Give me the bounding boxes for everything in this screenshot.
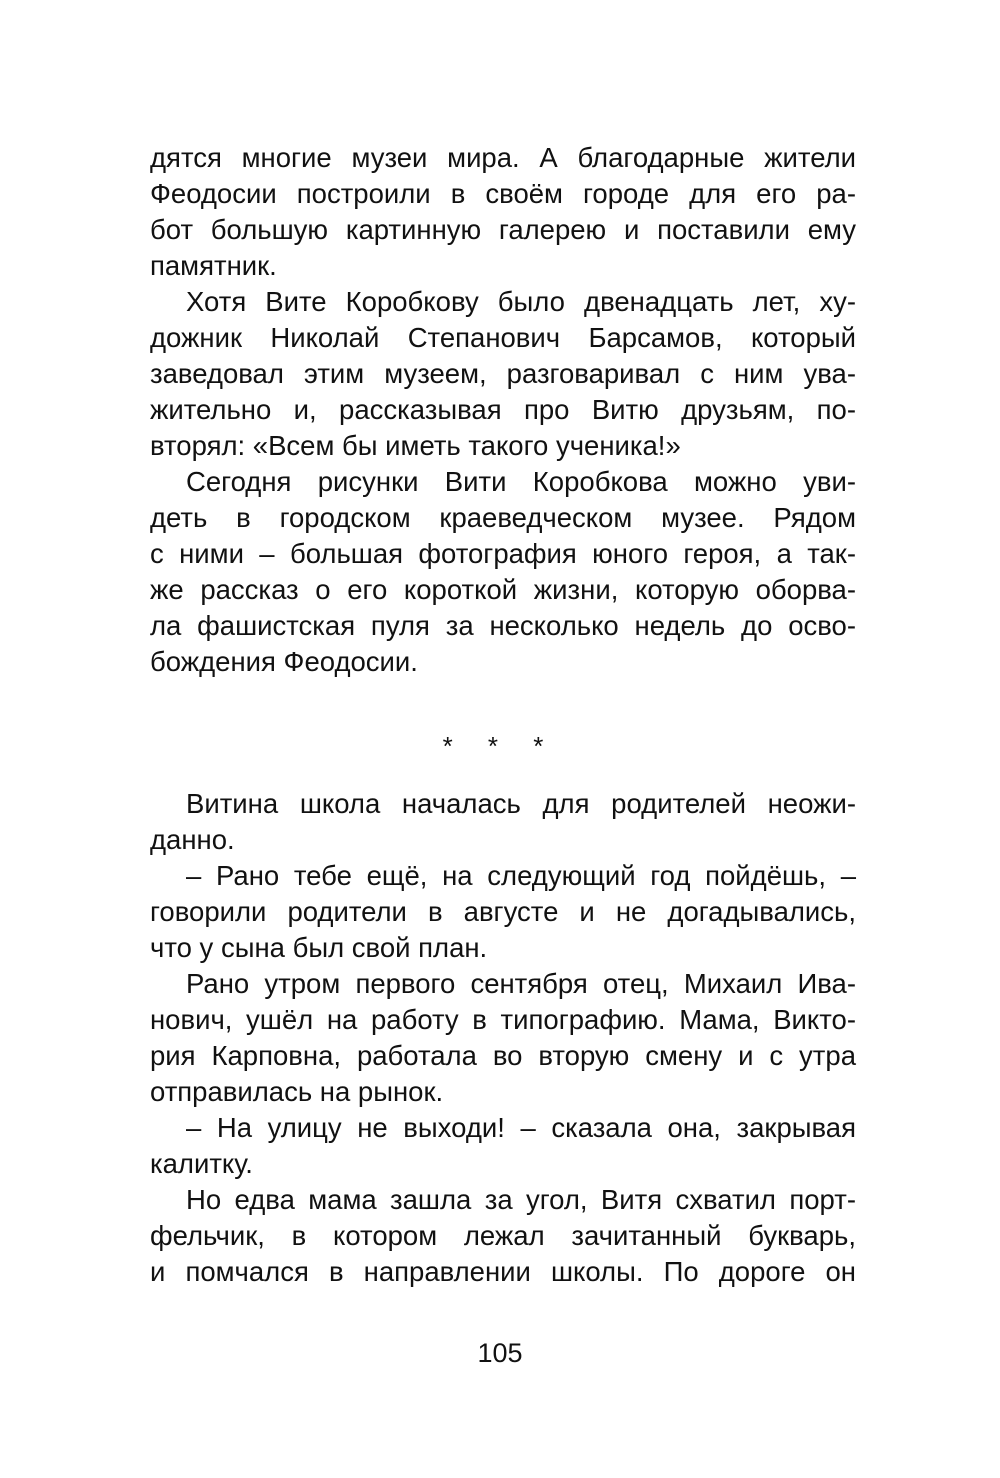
page-number: 105 <box>477 1338 523 1368</box>
text-block-top <box>150 140 856 680</box>
text-line: калитку. <box>150 1148 253 1179</box>
section-separator: * * * <box>442 731 558 761</box>
text-line: дожник Николай Степанович Барсамов, который <box>150 322 856 353</box>
text-line: бот большую картинную галерею и поставили ему <box>150 214 856 245</box>
text-line: нович, ушёл на работу в типографию. Мама, Викто- <box>150 1004 856 1035</box>
text-line: дятся многие музеи мира. А благодарные жители <box>150 142 856 173</box>
text-line: фельчик, в котором лежал зачитанный букварь, <box>150 1220 856 1251</box>
paragraph <box>150 464 856 680</box>
text-line: жительно и, рассказывая про Витю друзьям, по- <box>150 394 856 425</box>
text-line: что у сына был свой план. <box>150 932 488 963</box>
text-line: отправилась на рынок. <box>150 1076 444 1107</box>
text-line: – На улицу не выходи! – сказала она, закрывая <box>186 1112 856 1143</box>
text-line: памятник. <box>150 250 277 281</box>
paragraph <box>150 858 856 966</box>
text-line: данно. <box>150 824 235 855</box>
text-line: Феодосии построили в своём городе для его ра- <box>150 178 856 209</box>
text-line: и помчался в направлении школы. По дороге он <box>150 1256 856 1287</box>
text-line: бождения Феодосии. <box>150 646 418 677</box>
text-line: с ними – большая фотография юного героя, а так- <box>150 538 856 569</box>
paragraph <box>150 966 856 1110</box>
paragraph <box>150 1110 856 1182</box>
text-line: ла фашистская пуля за несколько недель до осво- <box>150 610 856 641</box>
text-line: – Рано тебе ещё, на следующий год пойдёшь, – <box>186 860 856 891</box>
text-line: говорили родители в августе и не догадывались, <box>150 896 856 927</box>
text-line: рия Карповна, работала во вторую смену и с утра <box>150 1040 856 1071</box>
text-line: Сегодня рисунки Вити Коробкова можно уви- <box>186 466 856 497</box>
text-line: Хотя Вите Коробкову было двенадцать лет, ху- <box>186 286 856 317</box>
paragraph <box>150 140 856 284</box>
text-line: деть в городском краеведческом музее. Рядом <box>150 502 856 533</box>
paragraph <box>150 786 856 858</box>
text-line: вторял: «Всем бы иметь такого ученика!» <box>150 430 681 461</box>
text-block-bottom <box>150 786 856 1290</box>
text-line: заведовал этим музеем, разговаривал с ним ува- <box>150 358 856 389</box>
text-line: Рано утром первого сентября отец, Михаил Ива- <box>186 968 856 999</box>
paragraph <box>150 284 856 464</box>
text-line: Витина школа началась для родителей неожи- <box>186 788 856 819</box>
text-line: Но едва мама зашла за угол, Витя схватил порт- <box>186 1184 856 1215</box>
text-line: же рассказ о его короткой жизни, которую оборва- <box>150 574 856 605</box>
paragraph <box>150 1182 856 1290</box>
